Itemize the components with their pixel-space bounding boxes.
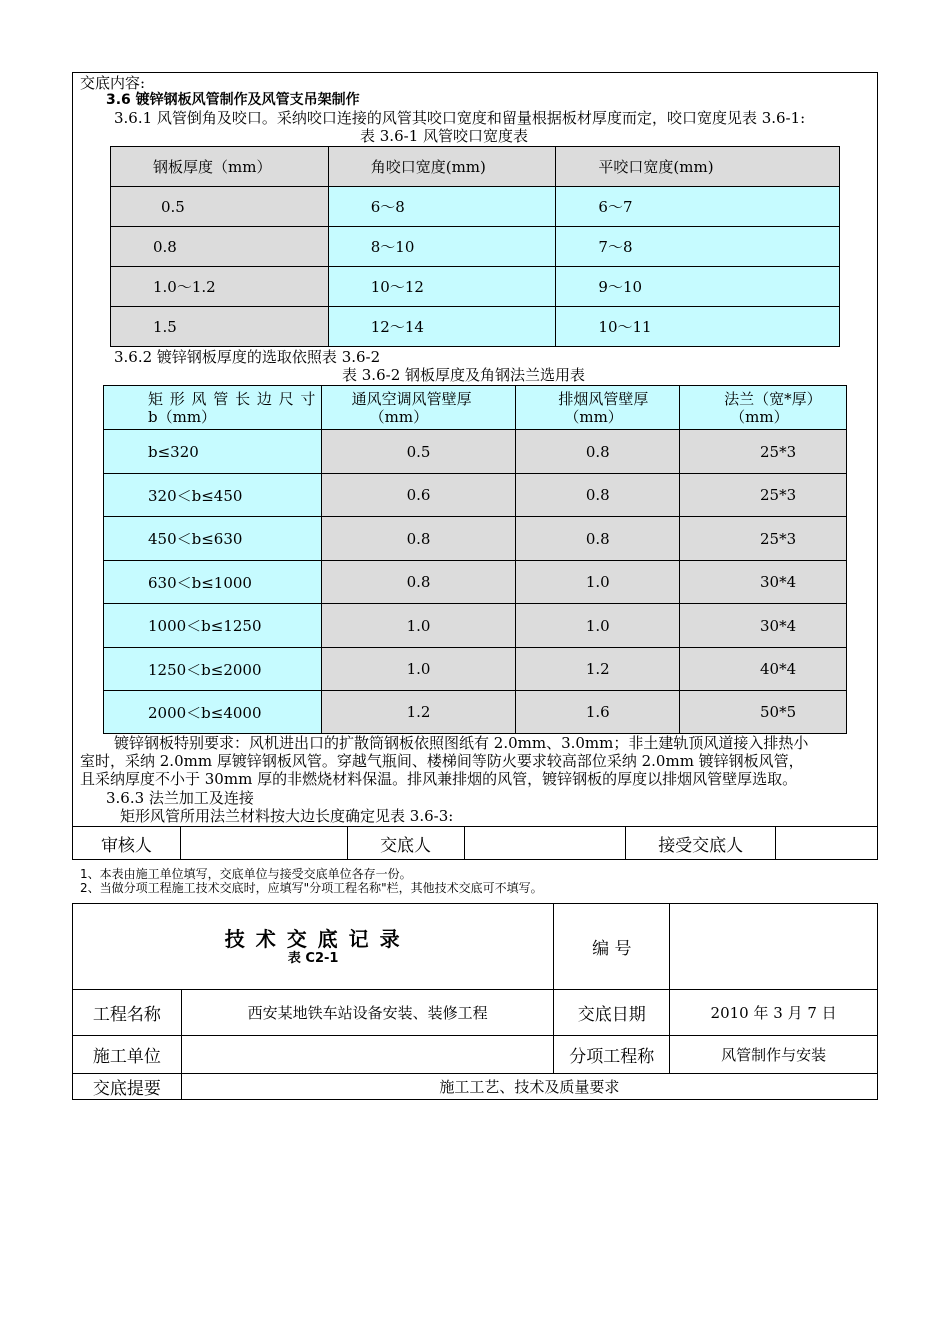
bite-width-table	[110, 146, 840, 347]
table-cell: 12～14	[328, 307, 556, 347]
table-cell: 2000＜b≤4000	[104, 691, 322, 734]
date-label: 交底日期	[554, 990, 670, 1036]
section-title: 3.6 镀锌钢板风管制作及风管支吊架制作	[106, 92, 360, 108]
header-line: 排烟风管壁厚	[558, 389, 649, 408]
table-row	[111, 307, 840, 347]
subproject-value: 风管制作与安装	[670, 1036, 878, 1074]
table-row	[104, 474, 847, 517]
table-cell: 1.0	[516, 561, 680, 604]
note-line: 1、本表由施工单位填写，交底单位与接受交底单位各存一份。	[80, 867, 412, 881]
project-name-label: 工程名称	[73, 990, 182, 1036]
reviewer-label: 审核人	[73, 827, 181, 860]
table-cell: 8～10	[328, 227, 556, 267]
table-header-cell: 平咬口宽度(mm)	[556, 147, 840, 187]
table-cell: 1.6	[516, 691, 680, 734]
disclosure-record-table	[72, 903, 878, 1100]
table-row	[104, 691, 847, 734]
table-cell: 25*3	[680, 430, 847, 474]
reviewer-value	[180, 827, 347, 860]
table-row	[104, 561, 847, 604]
paragraph-3-6-1: 3.6.1 风管倒角及咬口。采纳咬口连接的风管其咬口宽度和留量根据板材厚度而定，咬口宽度见表 3.6-1:	[114, 109, 806, 127]
special-requirement-line: 室时，采纳 2.0mm 厚镀锌钢板风管。穿越气瓶间、楼梯间等防火要求较高部位采纳 2.0mm 镀锌钢板风管，	[80, 752, 804, 770]
paragraph-3-6-2: 3.6.2 镀锌钢板厚度的选取依照表 3.6-2	[114, 348, 381, 366]
table-cell: 30*4	[680, 561, 847, 604]
table-row	[73, 1036, 878, 1074]
project-name-value: 西安某地铁车站设备安装、装修工程	[181, 990, 554, 1036]
table-row	[73, 1074, 878, 1100]
table-cell: 10～12	[328, 267, 556, 307]
table-cell: 1.0～1.2	[111, 267, 329, 307]
table-cell: 0.8	[516, 430, 680, 474]
number-value	[670, 904, 878, 990]
table-row	[104, 517, 847, 561]
table-cell: 25*3	[680, 517, 847, 561]
table-cell: 50*5	[680, 691, 847, 734]
header-line: 矩 形 风 管 长 边 尺 寸	[148, 389, 317, 408]
subproject-label: 分项工程称	[554, 1036, 670, 1074]
presenter-value	[464, 827, 626, 860]
record-subtitle: 表 C2-1	[287, 950, 339, 966]
record-title: 技 术 交 底 记 录	[224, 926, 402, 951]
header-line: 通风空调风管壁厚	[351, 389, 472, 408]
date-value: 2010 年 3 月 7 日	[670, 990, 878, 1036]
table2-caption: 表 3.6-2 钢板厚度及角钢法兰选用表	[342, 366, 586, 384]
table-cell: 7～8	[556, 227, 840, 267]
table-cell: 1.0	[516, 604, 680, 648]
table-cell: b≤320	[104, 430, 322, 474]
paragraph-3-6-3: 3.6.3 法兰加工及连接	[106, 789, 254, 807]
table-cell: 0.8	[321, 517, 516, 561]
table-row	[73, 990, 878, 1036]
table-cell: 0.6	[321, 474, 516, 517]
table-cell: 0.5	[321, 430, 516, 474]
table-row	[111, 267, 840, 307]
table-header-cell: 钢板厚度（mm）	[111, 147, 329, 187]
header-line: b（mm）	[148, 407, 217, 426]
record-title-cell	[73, 904, 554, 990]
table-cell: 10～11	[556, 307, 840, 347]
table-cell: 630＜b≤1000	[104, 561, 322, 604]
table-row	[111, 187, 840, 227]
content-label: 交底内容:	[80, 74, 146, 92]
table-header-cell	[321, 386, 516, 430]
table-cell: 6～8	[328, 187, 556, 227]
table-cell: 6～7	[556, 187, 840, 227]
thickness-flange-table	[103, 385, 847, 734]
table-header-row	[104, 386, 847, 430]
header-line: （mm）	[730, 407, 789, 426]
special-requirement-line: 镀锌钢板特别要求：风机进出口的扩散筒钢板依照图纸有 2.0mm、3.0mm；非土建轨顶风道接入排热小	[114, 734, 809, 752]
table-cell: 0.8	[111, 227, 329, 267]
receiver-label: 接受交底人	[626, 827, 776, 860]
table-header-cell	[104, 386, 322, 430]
table-header-row	[111, 147, 840, 187]
table-header-cell	[680, 386, 847, 430]
table-cell: 1.2	[321, 691, 516, 734]
table-cell: 1.0	[321, 648, 516, 691]
table-row	[111, 227, 840, 267]
table-cell: 1000＜b≤1250	[104, 604, 322, 648]
table-cell: 1.5	[111, 307, 329, 347]
construction-unit-value	[181, 1036, 554, 1074]
paragraph-3-6-3-detail: 矩形风管所用法兰材料按大边长度确定见表 3.6-3:	[120, 807, 454, 825]
header-line: （mm）	[369, 407, 429, 426]
table-cell: 0.5	[111, 187, 329, 227]
number-label: 编 号	[554, 904, 670, 990]
table-cell: 9～10	[556, 267, 840, 307]
table-cell: 30*4	[680, 604, 847, 648]
table-cell: 320＜b≤450	[104, 474, 322, 517]
table-cell: 25*3	[680, 474, 847, 517]
table-cell: 450＜b≤630	[104, 517, 322, 561]
record-title-row	[73, 904, 878, 990]
table-cell: 0.8	[516, 474, 680, 517]
header-line: （mm）	[564, 407, 623, 426]
table-cell: 1250＜b≤2000	[104, 648, 322, 691]
table-row	[104, 430, 847, 474]
header-line: 法兰（宽*厚）	[724, 389, 822, 408]
table-row	[104, 648, 847, 691]
table-row	[104, 604, 847, 648]
table-cell: 0.8	[321, 561, 516, 604]
table-header-cell	[516, 386, 680, 430]
table1-caption: 表 3.6-1 风管咬口宽度表	[360, 127, 529, 145]
presenter-label: 交底人	[347, 827, 464, 860]
table-cell: 1.0	[321, 604, 516, 648]
table-cell: 0.8	[516, 517, 680, 561]
summary-label: 交底提要	[73, 1074, 182, 1100]
table-cell: 1.2	[516, 648, 680, 691]
table-cell: 40*4	[680, 648, 847, 691]
receiver-value	[776, 827, 878, 860]
signature-row	[72, 826, 878, 860]
table-header-cell: 角咬口宽度(mm)	[328, 147, 556, 187]
summary-value: 施工工艺、技术及质量要求	[181, 1074, 877, 1100]
construction-unit-label: 施工单位	[73, 1036, 182, 1074]
note-line: 2、当做分项工程施工技术交底时，应填写"分项工程名称"栏，其他技术交底可不填写。	[80, 881, 543, 895]
special-requirement-line: 且采纳厚度不小于 30mm 厚的非燃烧材料保温。排风兼排烟的风管，镀锌钢板的厚度以排烟风管壁厚选取。	[80, 770, 798, 788]
